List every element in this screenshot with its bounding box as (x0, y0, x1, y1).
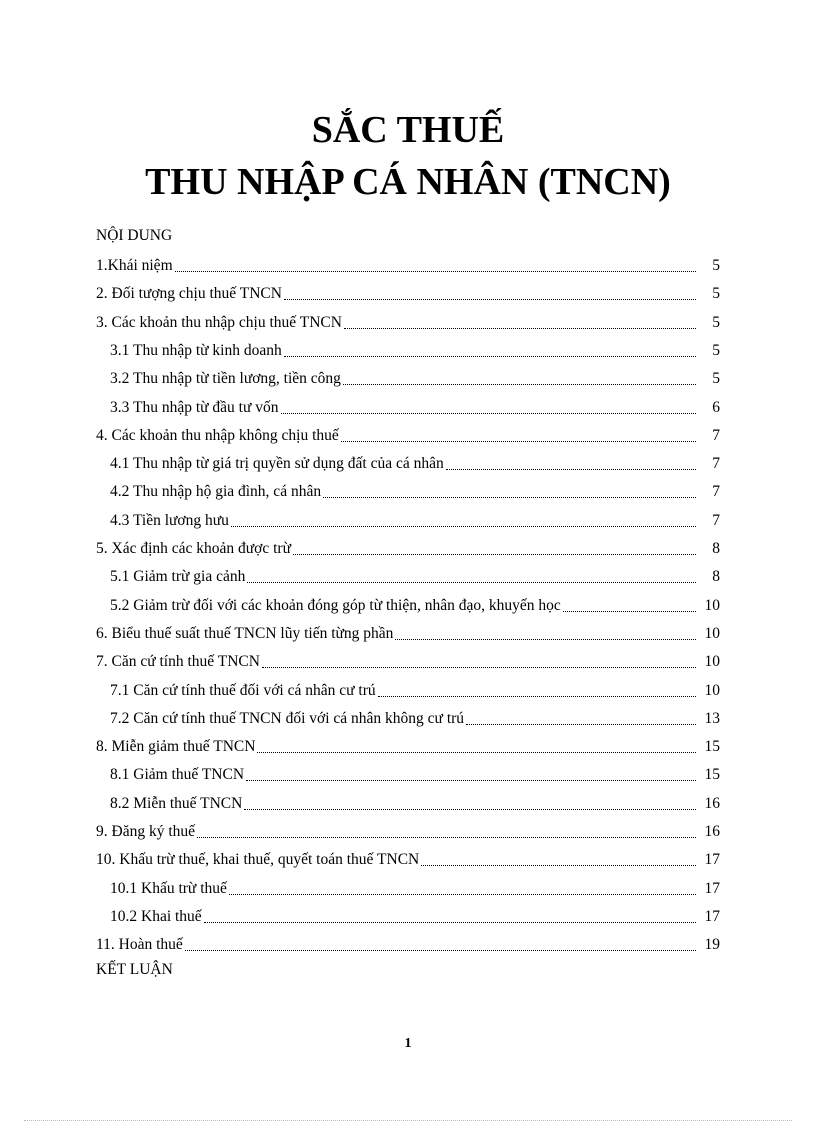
toc-entry (96, 622, 720, 644)
toc-entry-label: 1.Khái niệm (96, 257, 173, 274)
toc-entry (110, 367, 720, 389)
toc-entry-page: 5 (712, 370, 720, 388)
toc-entry-label: 5.2 Giảm trừ đối với các khoản đóng góp từ thiện, nhân đạo, khuyến học (110, 596, 561, 614)
toc-entry-leader (446, 468, 696, 470)
toc-entry-page: 10 (704, 624, 720, 642)
toc-entry-page: 16 (704, 823, 720, 840)
toc-entry-page: 13 (704, 709, 720, 727)
toc-entry-label: 7.1 Căn cứ tính thuế đối với cá nhân cư trú (110, 681, 376, 699)
toc-entry-leader (344, 327, 696, 329)
toc-entry-page: 8 (712, 568, 720, 586)
toc-entry (96, 311, 720, 333)
document-title-line1: SẮC THUẾ (311, 109, 505, 151)
toc-entry (110, 877, 720, 899)
toc-entry (110, 396, 720, 418)
toc-entry-leader (563, 610, 696, 612)
toc-entry-page: 17 (704, 879, 720, 897)
toc-entry-label: 3.1 Thu nhập từ kinh doanh (110, 341, 282, 359)
toc-entry (96, 254, 720, 276)
toc-entry-label: 5.1 Giảm trừ gia cảnh (110, 568, 246, 586)
toc-entry-page: 17 (704, 851, 720, 869)
toc-entry (110, 594, 720, 616)
toc-entry (110, 339, 720, 361)
toc-entry-leader (466, 723, 696, 725)
toc-entry-label: 5. Xác định các khoản được trừ (96, 540, 291, 557)
toc-entry-leader (247, 581, 696, 583)
toc-entry-label: 8.1 Giảm thuế TNCN (110, 766, 245, 784)
toc-entry-page: 19 (704, 936, 720, 954)
toc-entry-label: 3.3 Thu nhập từ đầu tư vốn (110, 398, 279, 416)
toc-entry-label: 4.3 Tiền lương hưu (110, 511, 229, 529)
toc-entry-page: 5 (712, 313, 720, 331)
page-number: 1 (404, 1036, 412, 1051)
toc-entry (96, 282, 720, 304)
toc-entry-leader (281, 412, 697, 414)
toc-entry (110, 509, 720, 531)
toc-entry-leader (284, 298, 696, 300)
toc-entry-leader (421, 864, 696, 866)
toc-entry (96, 820, 720, 842)
toc-entry-page: 5 (712, 285, 720, 303)
toc-entry-page: 5 (712, 341, 720, 359)
toc-entry-label: 10.2 Khai thuế (110, 907, 202, 925)
toc-entry-leader (185, 949, 696, 951)
toc-entry (110, 905, 720, 927)
toc-entry-page: 15 (704, 766, 720, 784)
toc-entry (96, 848, 720, 870)
toc-entry-label: 2. Đối tượng chịu thuế TNCN (96, 285, 282, 303)
toc-entry-label: 3. Các khoản thu nhập chịu thuế TNCN (96, 313, 342, 331)
toc-entry-page: 16 (704, 794, 720, 812)
toc-entry-page: 17 (704, 907, 720, 925)
toc-entry-leader (262, 666, 696, 668)
toc-entry-label: 7. Căn cứ tính thuế TNCN (96, 653, 260, 671)
toc-entry-leader (323, 496, 696, 498)
toc-entry-page: 6 (712, 398, 720, 416)
toc-entry (110, 565, 720, 587)
toc-entry-label: 4.2 Thu nhập hộ gia đình, cá nhân (110, 483, 322, 501)
toc-entry-leader (343, 383, 696, 385)
toc-entry-label: 6. Biểu thuế suất thuế TNCN lũy tiến từng phần (96, 624, 394, 642)
toc-entry-page: 10 (704, 653, 720, 671)
toc-entry-leader (395, 638, 696, 640)
toc-entry-label: 4.1 Thu nhập từ giá trị quyền sử dụng đất của cá nhân (110, 455, 444, 473)
toc-entry-page: 7 (712, 483, 720, 501)
toc-entry-label: 10. Khấu trừ thuế, khai thuế, quyết toán thuế TNCN (96, 851, 420, 869)
toc-entry (110, 679, 720, 701)
toc-entry-label: 3.2 Thu nhập từ tiền lương, tiền công (110, 370, 341, 388)
toc-conclusion: KẾT LUẬN (96, 961, 173, 978)
toc-entry (96, 650, 720, 672)
toc-entry (110, 480, 720, 502)
document-title-line2: THU NHẬP CÁ NHÂN (TNCN) (145, 161, 671, 203)
toc-heading: NỘI DUNG (96, 227, 173, 244)
toc-entry-label: 11. Hoàn thuế (96, 936, 183, 954)
toc-entry-leader (293, 553, 696, 555)
toc-entry-page: 10 (704, 596, 720, 614)
toc-entry-leader (244, 808, 696, 810)
toc-entry (96, 424, 720, 446)
toc-entry-leader (246, 779, 696, 781)
toc-entry-page: 7 (712, 426, 720, 444)
toc-entry-leader (257, 751, 696, 753)
toc-entry (96, 933, 720, 955)
toc-entry-leader (378, 695, 696, 697)
toc-entry (96, 537, 720, 559)
toc-entry-leader (204, 921, 696, 923)
toc-entry-label: 7.2 Căn cứ tính thuế TNCN đối với cá nhân không cư trú (110, 709, 465, 727)
toc-entry-label: 8. Miễn giảm thuế TNCN (96, 738, 256, 756)
toc-entry (110, 452, 720, 474)
toc-entry-label: 4. Các khoản thu nhập không chịu thuế (96, 426, 339, 444)
toc-entry (110, 792, 720, 814)
toc-entry-label: 8.2 Miễn thuế TNCN (110, 794, 243, 812)
page-separator (24, 1120, 792, 1121)
toc-entry-leader (175, 270, 696, 272)
toc-entry-leader (231, 525, 696, 527)
toc-entry (110, 707, 720, 729)
toc-entry-page: 7 (712, 455, 720, 473)
toc-entry (110, 763, 720, 785)
toc-entry-page: 5 (712, 257, 720, 274)
toc-entry-label: 10.1 Khấu trừ thuế (110, 879, 227, 897)
toc-entry-page: 8 (712, 540, 720, 557)
toc-entry (96, 735, 720, 757)
toc-entry-leader (284, 355, 696, 357)
toc-entry-leader (197, 836, 696, 838)
toc-entry-leader (229, 893, 696, 895)
toc-entry-label: 9. Đăng ký thuế (96, 823, 196, 840)
toc-entry-leader (341, 440, 696, 442)
toc-entry-page: 10 (704, 681, 720, 699)
toc-entry-page: 15 (704, 738, 720, 756)
toc-entry-page: 7 (712, 511, 720, 529)
